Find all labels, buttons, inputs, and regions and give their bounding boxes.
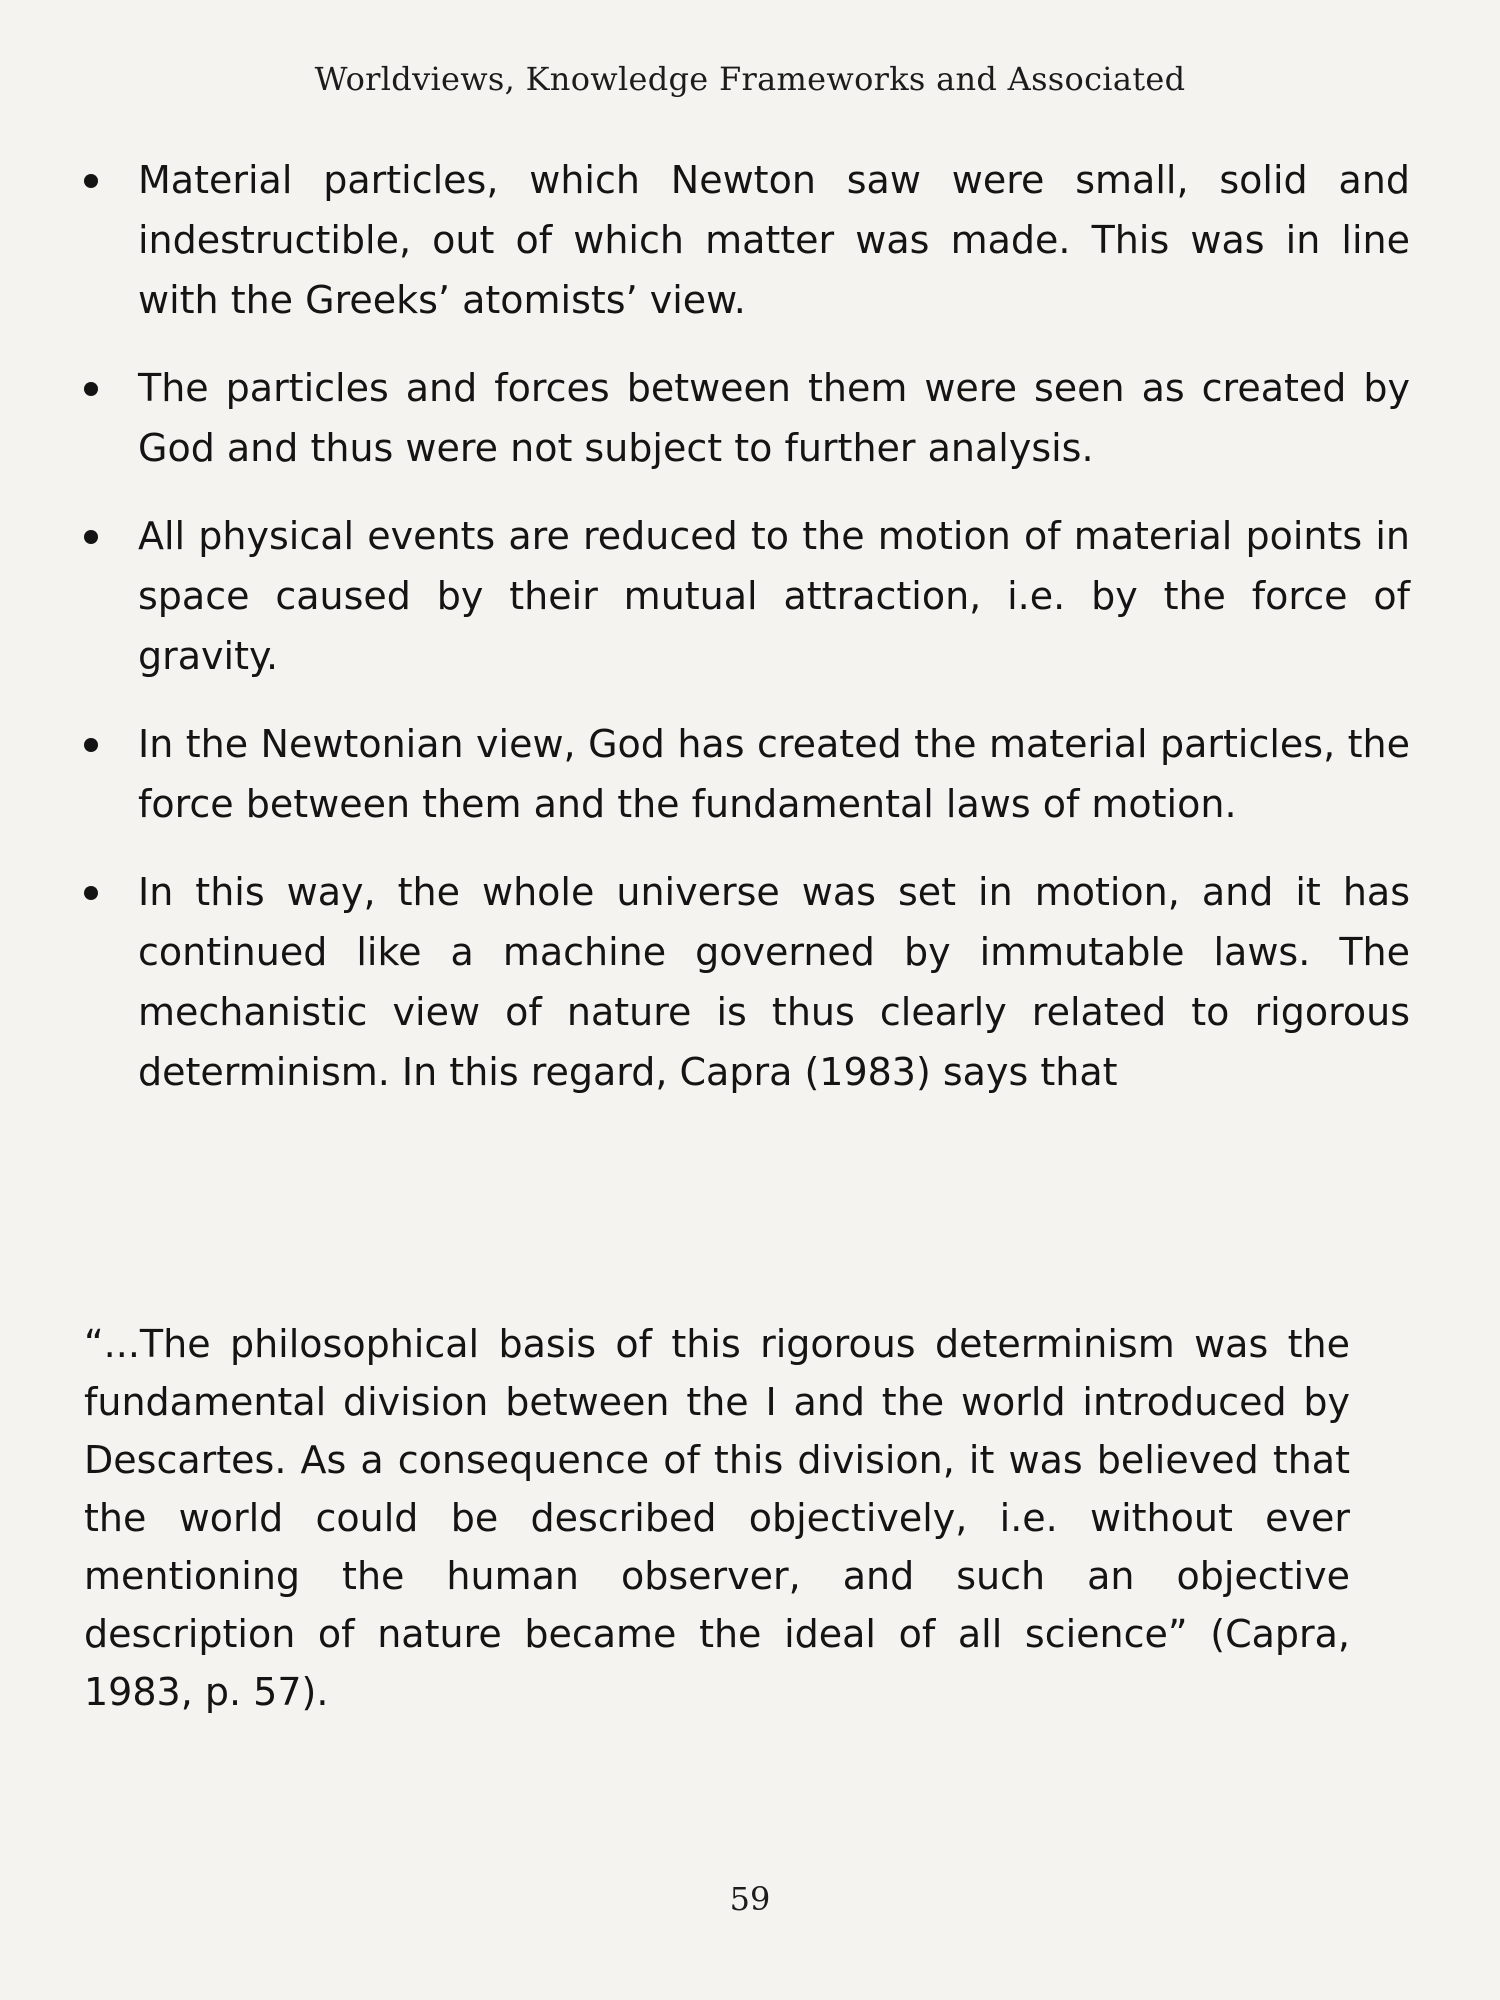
list-item <box>80 506 1410 686</box>
running-header: Worldviews, Knowledge Frameworks and Associated <box>314 60 1186 98</box>
list-item <box>80 862 1410 1102</box>
list-item <box>80 150 1410 330</box>
list-item <box>80 358 1410 478</box>
bullet-text: In the Newtonian view, God has created the material particles, the force between them and the fundamental laws of motion. <box>138 722 1410 826</box>
bullet-icon <box>84 886 98 900</box>
bullet-icon <box>84 382 98 396</box>
list-item <box>80 714 1410 834</box>
bullet-text: Material particles, which Newton saw were small, solid and indestructible, out of which matter was made. This was in line with the Greeks’ atomists’ view. <box>138 158 1410 322</box>
bullet-icon <box>84 738 98 752</box>
bullet-text: In this way, the whole universe was set in motion, and it has continued like a machine governed by immutable laws. The mechanistic view of nature is thus clearly related to rigorous determinism. In this regard, Capra (1983) says that <box>138 870 1410 1094</box>
bullet-text: The particles and forces between them were seen as created by God and thus were not subject to further analysis. <box>138 366 1410 470</box>
block-quote: “...The philosophical basis of this rigorous determinism was the fundamental division between the I and the world introduced by Descartes. As a consequence of this division, it was believed that the world could be described objectively, i.e. without ever mentioning the human observer, and such an objective description of nature became the ideal of all science” (Capra, 1983, p. 57). <box>84 1322 1350 1714</box>
bullet-list <box>80 150 1410 1130</box>
bullet-text: All physical events are reduced to the motion of material points in space caused by their mutual attraction, i.e. by the force of gravity. <box>138 514 1410 678</box>
bullet-icon <box>84 174 98 188</box>
bullet-icon <box>84 530 98 544</box>
page-number: 59 <box>729 1880 771 1918</box>
